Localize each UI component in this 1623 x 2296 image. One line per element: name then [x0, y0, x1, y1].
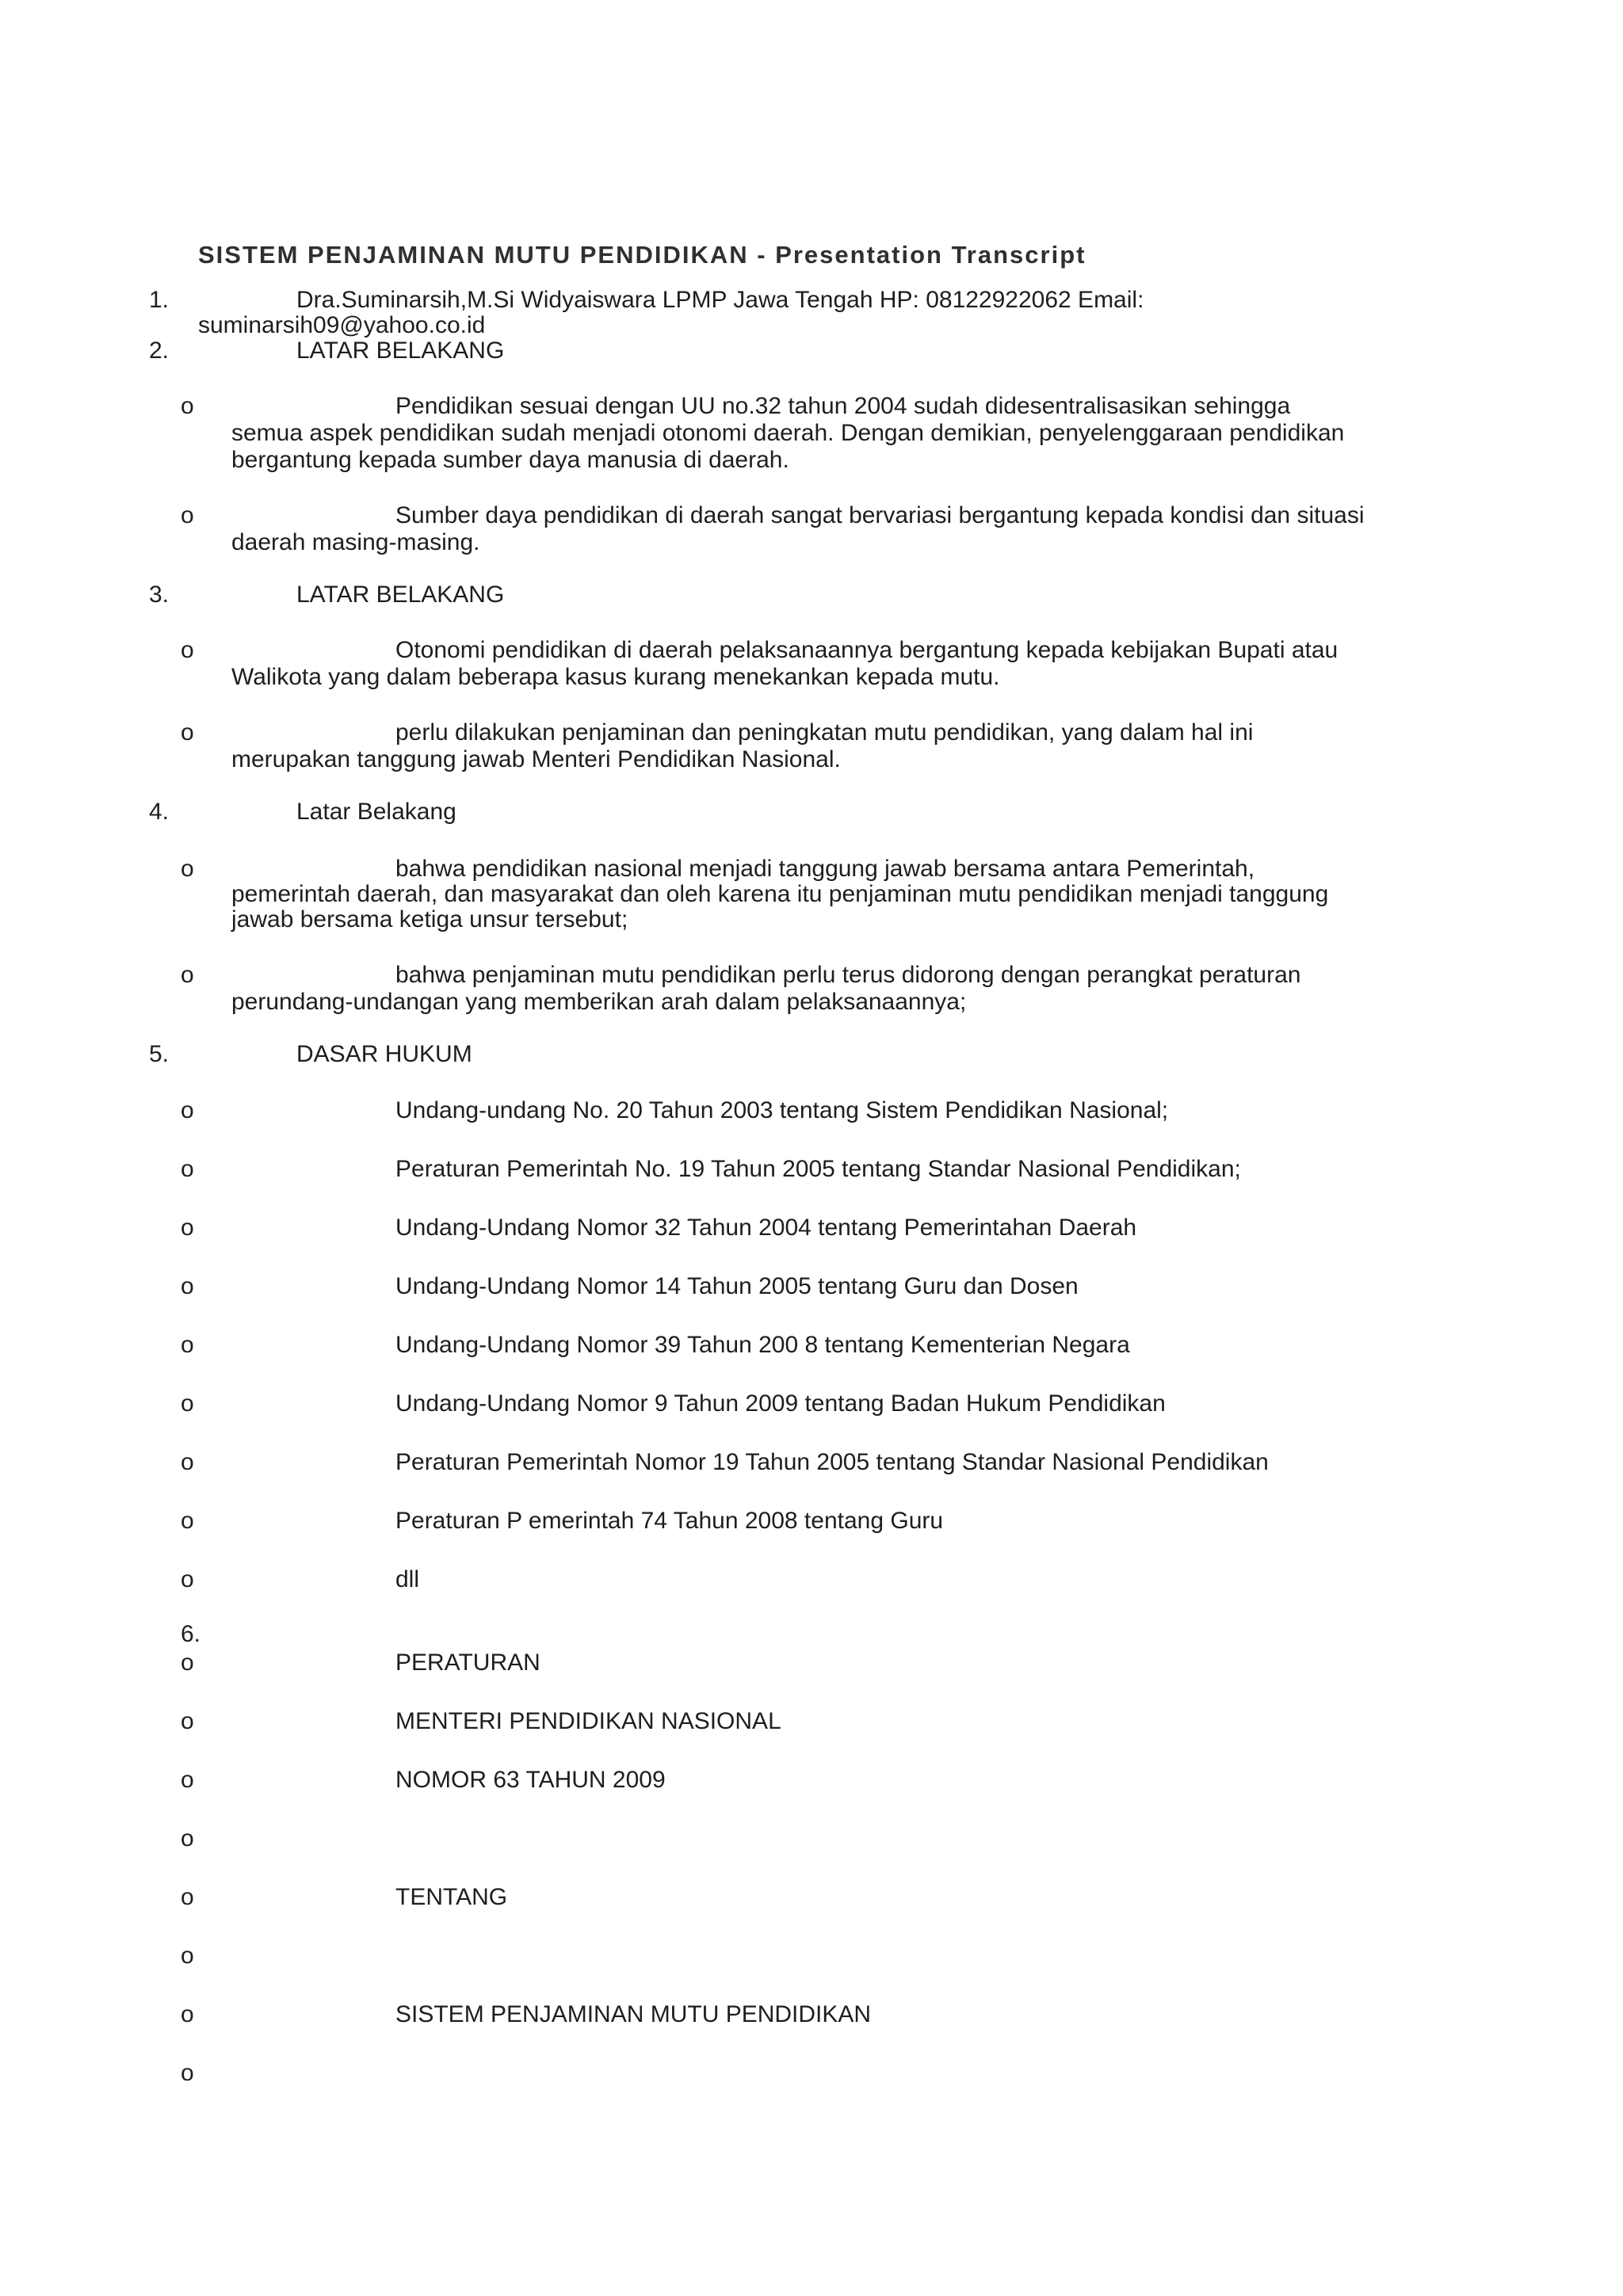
bullet-marker: o: [181, 719, 194, 746]
bullet-marker: o: [181, 637, 194, 663]
bullet-marker: o: [181, 1708, 194, 1734]
bullet-line: TENTANG: [395, 1884, 508, 1910]
bullet-line: Peraturan Pemerintah No. 19 Tahun 2005 tentang Standar Nasional Pendidikan;: [395, 1156, 1241, 1182]
bullet-marker: o: [181, 1650, 194, 1676]
bullet-marker: o: [181, 2001, 194, 2027]
bullet-line: Undang-Undang Nomor 32 Tahun 2004 tentang Pemerintahan Daerah: [395, 1215, 1137, 1241]
bullet-marker: o: [181, 1884, 194, 1910]
bullet-marker: o: [181, 1332, 194, 1358]
bullet-marker: o: [181, 1156, 194, 1182]
slide-line: suminarsih09@yahoo.co.id: [198, 312, 486, 338]
bullet-line: Otonomi pendidikan di daerah pelaksanaannya bergantung kepada kebijakan Bupati atau: [395, 637, 1338, 663]
bullet-line: bergantung kepada sumber daya manusia di daerah.: [231, 447, 789, 473]
bullet-line: perlu dilakukan penjaminan dan peningkatan mutu pendidikan, yang dalam hal ini: [395, 719, 1254, 746]
bullet-line: Undang-Undang Nomor 9 Tahun 2009 tentang Badan Hukum Pendidikan: [395, 1390, 1166, 1417]
slide-heading: Latar Belakang: [296, 799, 456, 825]
slide-line: Dra.Suminarsih,M.Si Widyaiswara LPMP Jawa Tengah HP: 08122922062 Email:: [296, 287, 1144, 313]
slide-heading: DASAR HUKUM: [296, 1041, 472, 1067]
bullet-line: SISTEM PENJAMINAN MUTU PENDIDIKAN: [395, 2001, 872, 2027]
bullet-marker: o: [181, 502, 194, 528]
bullet-line: MENTERI PENDIDIKAN NASIONAL: [395, 1708, 781, 1734]
bullet-marker: o: [181, 1943, 194, 1969]
bullet-marker: o: [181, 1449, 194, 1475]
slide-heading: LATAR BELAKANG: [296, 582, 505, 608]
bullet-line: pemerintah daerah, dan masyarakat dan oleh karena itu penjaminan mutu pendidikan menjadi tanggung: [231, 881, 1329, 907]
bullet-line: daerah masing-masing.: [231, 529, 480, 555]
bullet-line: semua aspek pendidikan sudah menjadi otonomi daerah. Dengan demikian, penyelenggaraan pendidikan: [231, 420, 1345, 446]
bullet-line: bahwa penjaminan mutu pendidikan perlu terus didorong dengan perangkat peraturan: [395, 962, 1301, 988]
bullet-line: PERATURAN: [395, 1650, 540, 1676]
bullet-marker: o: [181, 1390, 194, 1417]
bullet-line: NOMOR 63 TAHUN 2009: [395, 1767, 666, 1793]
bullet-line: Undang-Undang Nomor 14 Tahun 2005 tentang Guru dan Dosen: [395, 1273, 1079, 1299]
bullet-line: jawab bersama ketiga unsur tersebut;: [231, 906, 628, 933]
bullet-marker: o: [181, 2060, 194, 2086]
bullet-line: Peraturan Pemerintah Nomor 19 Tahun 2005 tentang Standar Nasional Pendidikan: [395, 1449, 1269, 1475]
slide-number: 5.: [149, 1041, 170, 1067]
bullet-marker: o: [181, 856, 194, 882]
slide-number: 6.: [181, 1621, 201, 1647]
bullet-line: Undang-undang No. 20 Tahun 2003 tentang Sistem Pendidikan Nasional;: [395, 1097, 1169, 1123]
slide-number: 4.: [149, 799, 170, 825]
bullet-marker: o: [181, 1097, 194, 1123]
bullet-line: dll: [395, 1566, 420, 1592]
bullet-line: perundang-undangan yang memberikan arah dalam pelaksanaannya;: [231, 989, 967, 1015]
slide-number: 3.: [149, 582, 170, 608]
bullet-line: Peraturan P emerintah 74 Tahun 2008 tentang Guru: [395, 1508, 944, 1534]
bullet-line: Sumber daya pendidikan di daerah sangat bervariasi bergantung kepada kondisi dan situasi: [395, 502, 1365, 528]
bullet-marker: o: [181, 1508, 194, 1534]
bullet-marker: o: [181, 393, 194, 419]
document-title: SISTEM PENJAMINAN MUTU PENDIDIKAN - Presentation Transcript: [198, 241, 1086, 269]
slide-number: 1.: [149, 287, 170, 313]
bullet-marker: o: [181, 962, 194, 988]
bullet-line: Undang-Undang Nomor 39 Tahun 200 8 tentang Kementerian Negara: [395, 1332, 1130, 1358]
bullet-line: Pendidikan sesuai dengan UU no.32 tahun 2004 sudah didesentralisasikan sehingga: [395, 393, 1291, 419]
bullet-line: Walikota yang dalam beberapa kasus kurang menekankan kepada mutu.: [231, 664, 1000, 690]
bullet-line: merupakan tanggung jawab Menteri Pendidikan Nasional.: [231, 746, 841, 772]
bullet-marker: o: [181, 1566, 194, 1592]
bullet-marker: o: [181, 1767, 194, 1793]
slide-heading: LATAR BELAKANG: [296, 338, 505, 364]
bullet-marker: o: [181, 1215, 194, 1241]
bullet-marker: o: [181, 1825, 194, 1852]
slide-number: 2.: [149, 338, 170, 364]
bullet-marker: o: [181, 1273, 194, 1299]
bullet-line: bahwa pendidikan nasional menjadi tanggung jawab bersama antara Pemerintah,: [395, 856, 1255, 882]
